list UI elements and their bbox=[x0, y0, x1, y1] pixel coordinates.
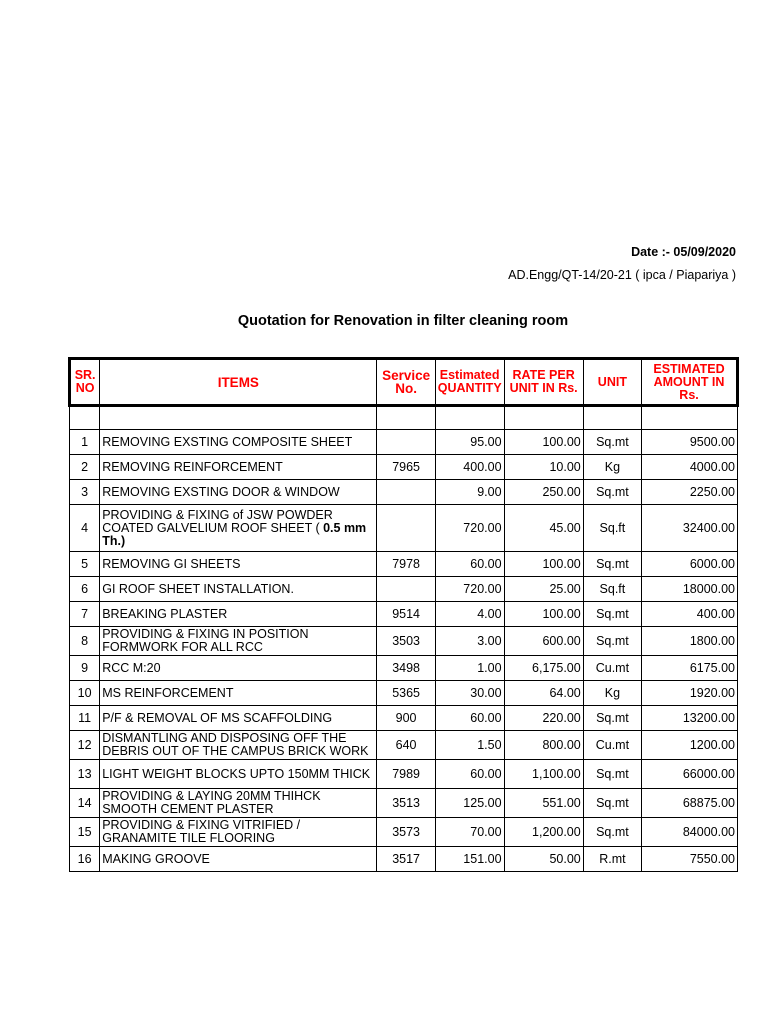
row-rate: 6,175.00 bbox=[504, 656, 583, 681]
row-unit: Sq.mt bbox=[583, 818, 641, 847]
row-item: REMOVING REINFORCEMENT bbox=[100, 455, 377, 480]
row-sr-no: 14 bbox=[70, 789, 100, 818]
row-quantity: 720.00 bbox=[435, 577, 504, 602]
row-amount: 6175.00 bbox=[642, 656, 738, 681]
table-row bbox=[70, 731, 738, 760]
table-row bbox=[70, 627, 738, 656]
row-quantity: 70.00 bbox=[435, 818, 504, 847]
row-sr-no: 5 bbox=[70, 552, 100, 577]
document-date: Date :- 05/09/2020 bbox=[631, 245, 736, 259]
row-service-no: 5365 bbox=[377, 681, 435, 706]
table-row bbox=[70, 480, 738, 505]
table-row bbox=[70, 577, 738, 602]
table-row bbox=[70, 847, 738, 872]
row-quantity: 4.00 bbox=[435, 602, 504, 627]
row-service-no: 7978 bbox=[377, 552, 435, 577]
row-rate: 45.00 bbox=[504, 505, 583, 552]
row-quantity: 3.00 bbox=[435, 627, 504, 656]
table-row bbox=[70, 602, 738, 627]
table-row bbox=[70, 681, 738, 706]
row-rate: 220.00 bbox=[504, 706, 583, 731]
row-rate: 551.00 bbox=[504, 789, 583, 818]
row-service-no: 3517 bbox=[377, 847, 435, 872]
row-amount: 1200.00 bbox=[642, 731, 738, 760]
row-sr-no: 6 bbox=[70, 577, 100, 602]
row-quantity: 1.50 bbox=[435, 731, 504, 760]
row-rate: 1,200.00 bbox=[504, 818, 583, 847]
row-unit: Kg bbox=[583, 681, 641, 706]
quotation-table bbox=[68, 357, 739, 872]
row-amount: 84000.00 bbox=[642, 818, 738, 847]
row-quantity: 720.00 bbox=[435, 505, 504, 552]
row-item: BREAKING PLASTER bbox=[100, 602, 377, 627]
row-rate: 600.00 bbox=[504, 627, 583, 656]
table-row bbox=[70, 455, 738, 480]
row-amount: 400.00 bbox=[642, 602, 738, 627]
row-quantity: 1.00 bbox=[435, 656, 504, 681]
row-rate: 800.00 bbox=[504, 731, 583, 760]
row-sr-no: 13 bbox=[70, 760, 100, 789]
row-amount: 18000.00 bbox=[642, 577, 738, 602]
row-unit: Sq.mt bbox=[583, 627, 641, 656]
header-items: ITEMS bbox=[100, 359, 377, 406]
table-row bbox=[70, 430, 738, 455]
row-sr-no: 7 bbox=[70, 602, 100, 627]
row-sr-no: 3 bbox=[70, 480, 100, 505]
row-service-no: 3498 bbox=[377, 656, 435, 681]
row-unit: Sq.ft bbox=[583, 577, 641, 602]
row-item: LIGHT WEIGHT BLOCKS UPTO 150MM THICK bbox=[100, 760, 377, 789]
row-amount: 7550.00 bbox=[642, 847, 738, 872]
header-quantity: Estimated QUANTITY bbox=[435, 359, 504, 406]
row-amount: 6000.00 bbox=[642, 552, 738, 577]
row-amount: 1920.00 bbox=[642, 681, 738, 706]
row-rate: 100.00 bbox=[504, 552, 583, 577]
row-sr-no: 12 bbox=[70, 731, 100, 760]
row-sr-no: 15 bbox=[70, 818, 100, 847]
table-header bbox=[70, 359, 738, 406]
row-amount: 2250.00 bbox=[642, 480, 738, 505]
row-sr-no: 9 bbox=[70, 656, 100, 681]
row-unit: Sq.mt bbox=[583, 552, 641, 577]
table-row bbox=[70, 789, 738, 818]
row-service-no: 7989 bbox=[377, 760, 435, 789]
row-quantity: 9.00 bbox=[435, 480, 504, 505]
row-service-no: 9514 bbox=[377, 602, 435, 627]
blank-row bbox=[70, 406, 738, 430]
row-service-no: 3503 bbox=[377, 627, 435, 656]
row-item: PROVIDING & FIXING of JSW POWDER COATED GALVELIUM ROOF SHEET ( 0.5 mm Th.) bbox=[100, 505, 377, 552]
header-amount: ESTIMATED AMOUNT IN Rs. bbox=[642, 359, 738, 406]
row-item: MAKING GROOVE bbox=[100, 847, 377, 872]
row-item-bold: 0.5 mm Th.) bbox=[102, 520, 367, 548]
row-quantity: 30.00 bbox=[435, 681, 504, 706]
row-quantity: 400.00 bbox=[435, 455, 504, 480]
row-service-no bbox=[377, 577, 435, 602]
row-service-no: 900 bbox=[377, 706, 435, 731]
row-unit: R.mt bbox=[583, 847, 641, 872]
header-unit: UNIT bbox=[583, 359, 641, 406]
row-service-no bbox=[377, 505, 435, 552]
row-service-no bbox=[377, 430, 435, 455]
row-item: RCC M:20 bbox=[100, 656, 377, 681]
row-item: DISMANTLING AND DISPOSING OFF THE DEBRIS OUT OF THE CAMPUS BRICK WORK bbox=[100, 731, 377, 760]
row-sr-no: 1 bbox=[70, 430, 100, 455]
table-row bbox=[70, 552, 738, 577]
row-service-no: 7965 bbox=[377, 455, 435, 480]
row-unit: Cu.mt bbox=[583, 656, 641, 681]
table-body bbox=[70, 406, 738, 872]
header-rate: RATE PER UNIT IN Rs. bbox=[504, 359, 583, 406]
table-row bbox=[70, 505, 738, 552]
row-unit: Kg bbox=[583, 455, 641, 480]
row-unit: Sq.mt bbox=[583, 789, 641, 818]
row-item: GI ROOF SHEET INSTALLATION. bbox=[100, 577, 377, 602]
row-service-no: 3513 bbox=[377, 789, 435, 818]
row-unit: Sq.ft bbox=[583, 505, 641, 552]
row-item: P/F & REMOVAL OF MS SCAFFOLDING bbox=[100, 706, 377, 731]
row-rate: 10.00 bbox=[504, 455, 583, 480]
row-service-no: 640 bbox=[377, 731, 435, 760]
header-service-no: Service No. bbox=[377, 359, 435, 406]
row-rate: 64.00 bbox=[504, 681, 583, 706]
row-amount: 9500.00 bbox=[642, 430, 738, 455]
row-amount: 1800.00 bbox=[642, 627, 738, 656]
reference-number: AD.Engg/QT-14/20-21 ( ipca / Piapariya ) bbox=[508, 268, 736, 282]
document-title: Quotation for Renovation in filter cleaning room bbox=[237, 313, 569, 329]
row-item: PROVIDING & FIXING IN POSITION FORMWORK FOR ALL RCC bbox=[100, 627, 377, 656]
row-rate: 100.00 bbox=[504, 602, 583, 627]
row-amount: 68875.00 bbox=[642, 789, 738, 818]
row-sr-no: 2 bbox=[70, 455, 100, 480]
row-item: MS REINFORCEMENT bbox=[100, 681, 377, 706]
row-unit: Sq.mt bbox=[583, 480, 641, 505]
row-quantity: 60.00 bbox=[435, 760, 504, 789]
row-service-no bbox=[377, 480, 435, 505]
row-quantity: 95.00 bbox=[435, 430, 504, 455]
row-quantity: 60.00 bbox=[435, 552, 504, 577]
row-amount: 66000.00 bbox=[642, 760, 738, 789]
row-item: REMOVING EXSTING COMPOSITE SHEET bbox=[100, 430, 377, 455]
row-item: PROVIDING & LAYING 20MM THIHCK SMOOTH CEMENT PLASTER bbox=[100, 789, 377, 818]
row-sr-no: 16 bbox=[70, 847, 100, 872]
row-quantity: 60.00 bbox=[435, 706, 504, 731]
row-amount: 4000.00 bbox=[642, 455, 738, 480]
row-quantity: 151.00 bbox=[435, 847, 504, 872]
row-rate: 1,100.00 bbox=[504, 760, 583, 789]
table-row bbox=[70, 760, 738, 789]
table-row bbox=[70, 818, 738, 847]
row-rate: 100.00 bbox=[504, 430, 583, 455]
row-amount: 13200.00 bbox=[642, 706, 738, 731]
row-unit: Sq.mt bbox=[583, 430, 641, 455]
row-unit: Sq.mt bbox=[583, 706, 641, 731]
row-rate: 250.00 bbox=[504, 480, 583, 505]
row-unit: Cu.mt bbox=[583, 731, 641, 760]
row-item: REMOVING EXSTING DOOR & WINDOW bbox=[100, 480, 377, 505]
row-service-no: 3573 bbox=[377, 818, 435, 847]
row-sr-no: 8 bbox=[70, 627, 100, 656]
row-sr-no: 10 bbox=[70, 681, 100, 706]
row-amount: 32400.00 bbox=[642, 505, 738, 552]
row-unit: Sq.mt bbox=[583, 760, 641, 789]
row-rate: 50.00 bbox=[504, 847, 583, 872]
header-sr-no: SR. NO bbox=[70, 359, 100, 406]
row-sr-no: 4 bbox=[70, 505, 100, 552]
row-quantity: 125.00 bbox=[435, 789, 504, 818]
table-row bbox=[70, 706, 738, 731]
row-item: PROVIDING & FIXING VITRIFIED / GRANAMITE TILE FLOORING bbox=[100, 818, 377, 847]
row-rate: 25.00 bbox=[504, 577, 583, 602]
row-item: REMOVING GI SHEETS bbox=[100, 552, 377, 577]
row-unit: Sq.mt bbox=[583, 602, 641, 627]
row-sr-no: 11 bbox=[70, 706, 100, 731]
table-row bbox=[70, 656, 738, 681]
